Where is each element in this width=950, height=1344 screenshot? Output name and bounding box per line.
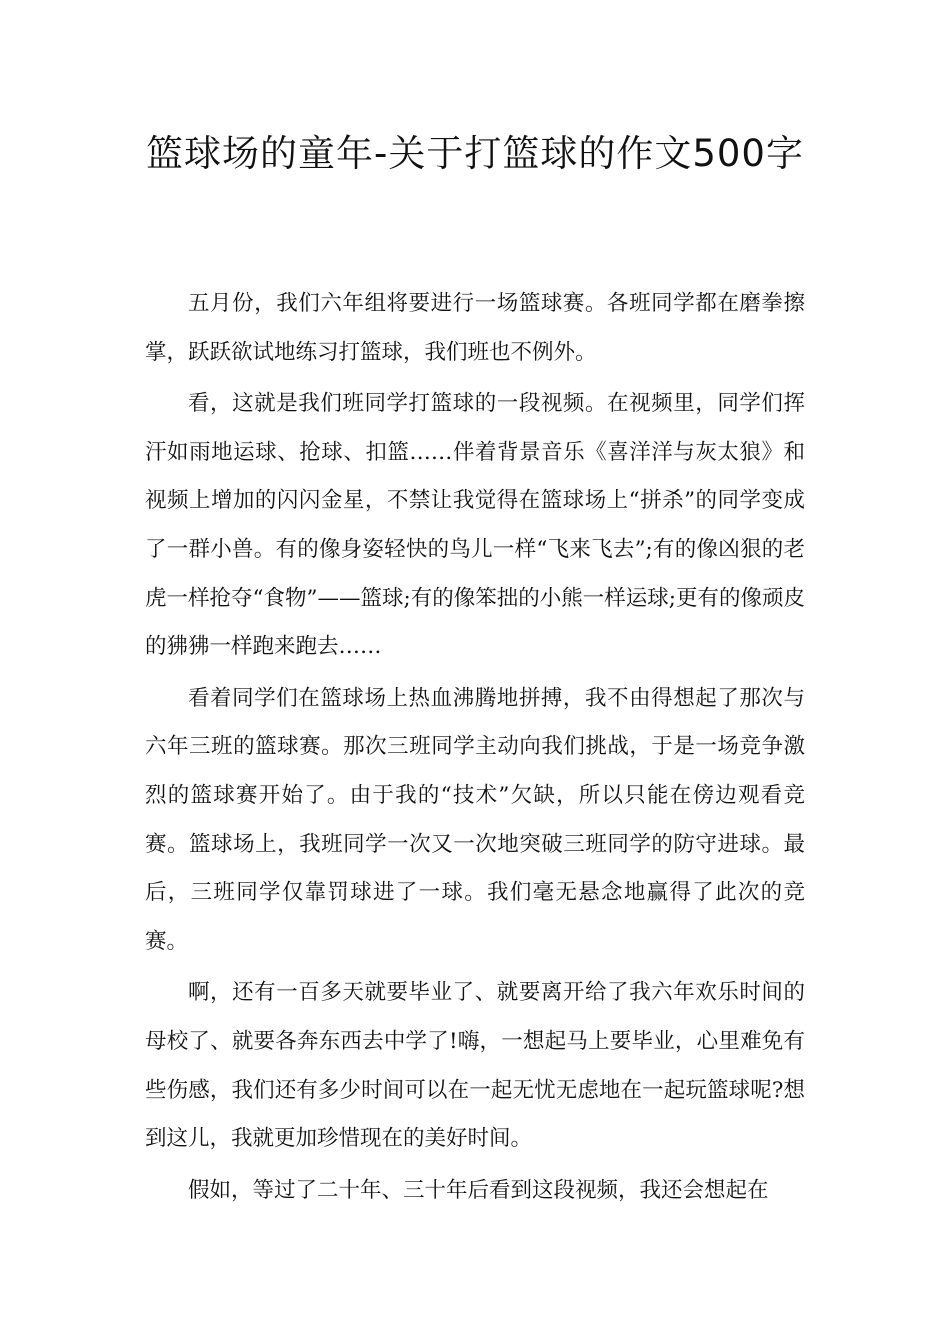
paragraph-3: 看着同学们在篮球场上热血沸腾地拼搏，我不由得想起了那次与六年三班的篮球赛。那次三班同学主动向我们挑战，于是一场竞争激烈的篮球赛开始了。由于我的“技术”欠缺，所以只能在傍边观看竞赛。篮球场上，我班同学一次又一次地突破三班同学的防守进球。最后，三班同学仅靠罚球进了一球。我们毫无悬念地赢得了此次的竞赛。: [145, 685, 805, 954]
paragraph-2: 看，这就是我们班同学打篮球的一段视频。在视频里，同学们挥汗如雨地运球、抢球、扣篮……伴着背景音乐《喜洋洋与灰太狼》和视频上增加的闪闪金星，不禁让我觉得在篮球场上“拼杀”的同学变成了一群小兽。有的像身姿轻快的鸟儿一样“飞来飞去”;有的像凶狠的老虎一样抢夺“食物”——篮球;有的像笨拙的小熊一样运球;更有的像顽皮的狒狒一样跑来跑去……: [145, 391, 805, 660]
paragraph-5: 假如，等过了二十年、三十年后看到这段视频，我还会想起在: [188, 1177, 769, 1203]
paragraph-1: 五月份，我们六年组将要进行一场篮球赛。各班同学都在磨拳擦掌，跃跃欲试地练习打篮球，我们班也不例外。: [145, 291, 805, 365]
paragraph-4: 啊，还有一百多天就要毕业了、就要离开给了我六年欢乐时间的母校了、就要各奔东西去中学了!嗨，一想起马上要毕业，心里难免有些伤感，我们还有多少时间可以在一起无忧无虑地在一起玩篮球呢?想到这儿，我就更加珍惜现在的美好时间。: [145, 980, 805, 1152]
document-title: 篮球场的童年-关于打篮球的作文500字: [146, 132, 804, 175]
document-body: [145, 280, 805, 1218]
